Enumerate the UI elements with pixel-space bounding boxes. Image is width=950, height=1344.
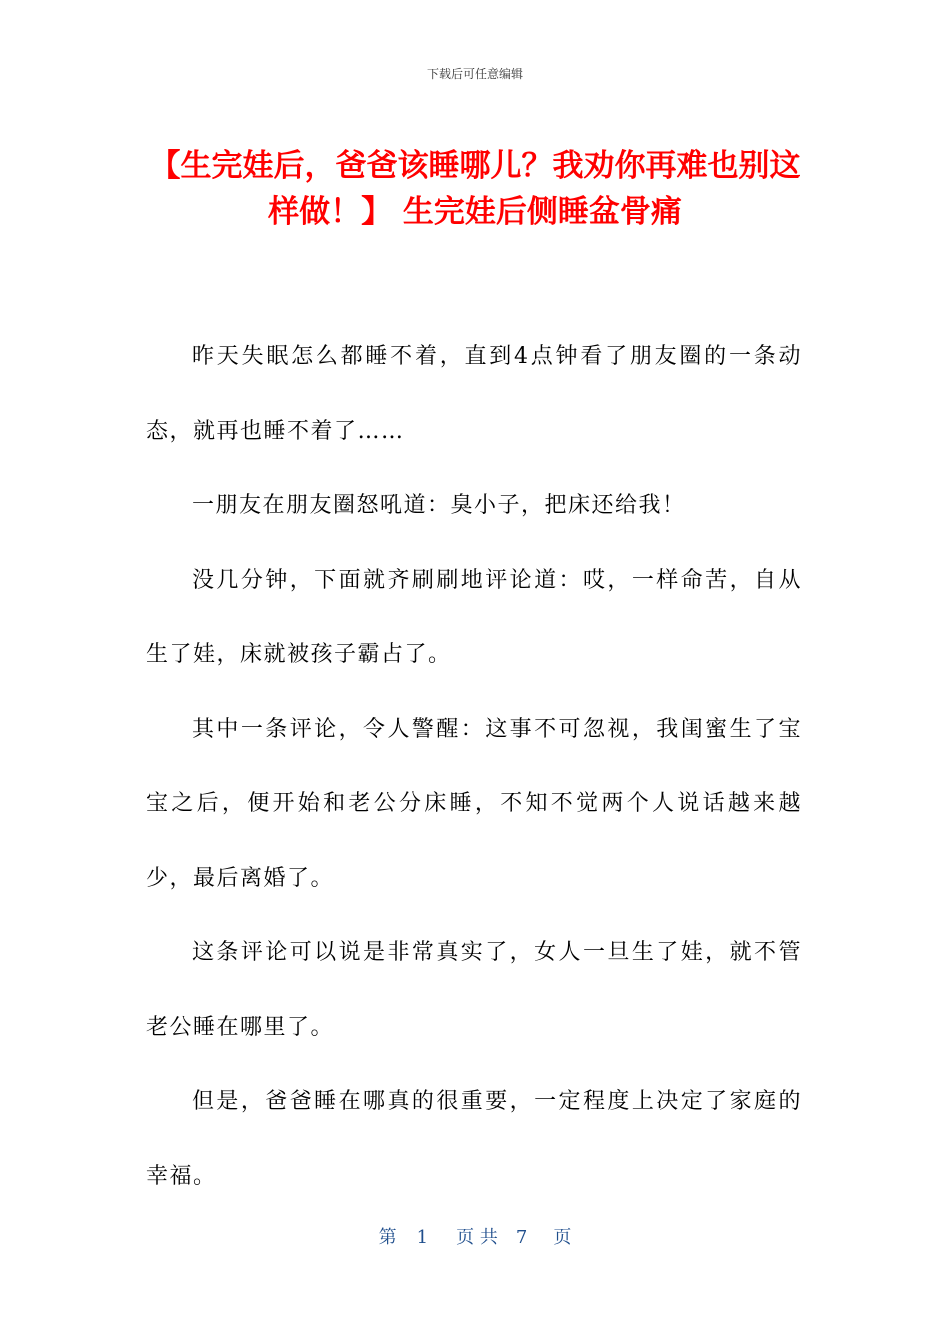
header-note: 下载后可任意编辑 xyxy=(426,67,523,81)
paragraph: 但是，爸爸睡在哪真的很重要，一定程度上决定了家庭的幸福。 xyxy=(146,1089,802,1189)
footer-current-page: 1 xyxy=(416,1227,429,1248)
footer-suffix: 页 xyxy=(553,1227,572,1248)
footer-middle: 页 共 xyxy=(456,1227,498,1248)
paragraph: 这条评论可以说是非常真实了，女人一旦生了娃，就不管老公睡在哪里了。 xyxy=(146,940,802,1040)
paragraph: 昨天失眠怎么都睡不着，直到4点钟看了朋友圈的一条动态，就再也睡不着了…… xyxy=(146,344,802,444)
article-body xyxy=(146,320,802,1214)
page-footer xyxy=(0,1224,950,1252)
footer-total-pages: 7 xyxy=(515,1227,528,1248)
paragraph: 一朋友在朋友圈怒吼道：臭小子，把床还给我！ xyxy=(192,493,686,518)
paragraph: 其中一条评论，令人警醒：这事不可忽视，我闺蜜生了宝宝之后，便开始和老公分床睡，不知不觉两个人说话越来越少，最后离婚了。 xyxy=(146,716,802,891)
paragraph: 没几分钟，下面就齐刷刷地评论道：哎，一样命苦，自从生了娃，床就被孩子霸占了。 xyxy=(146,567,802,667)
document-title: 【生完娃后，爸爸该睡哪儿？我劝你再难也别这样做！】 生完娃后侧睡盆骨痛 xyxy=(149,148,801,230)
footer-prefix: 第 xyxy=(378,1227,397,1248)
